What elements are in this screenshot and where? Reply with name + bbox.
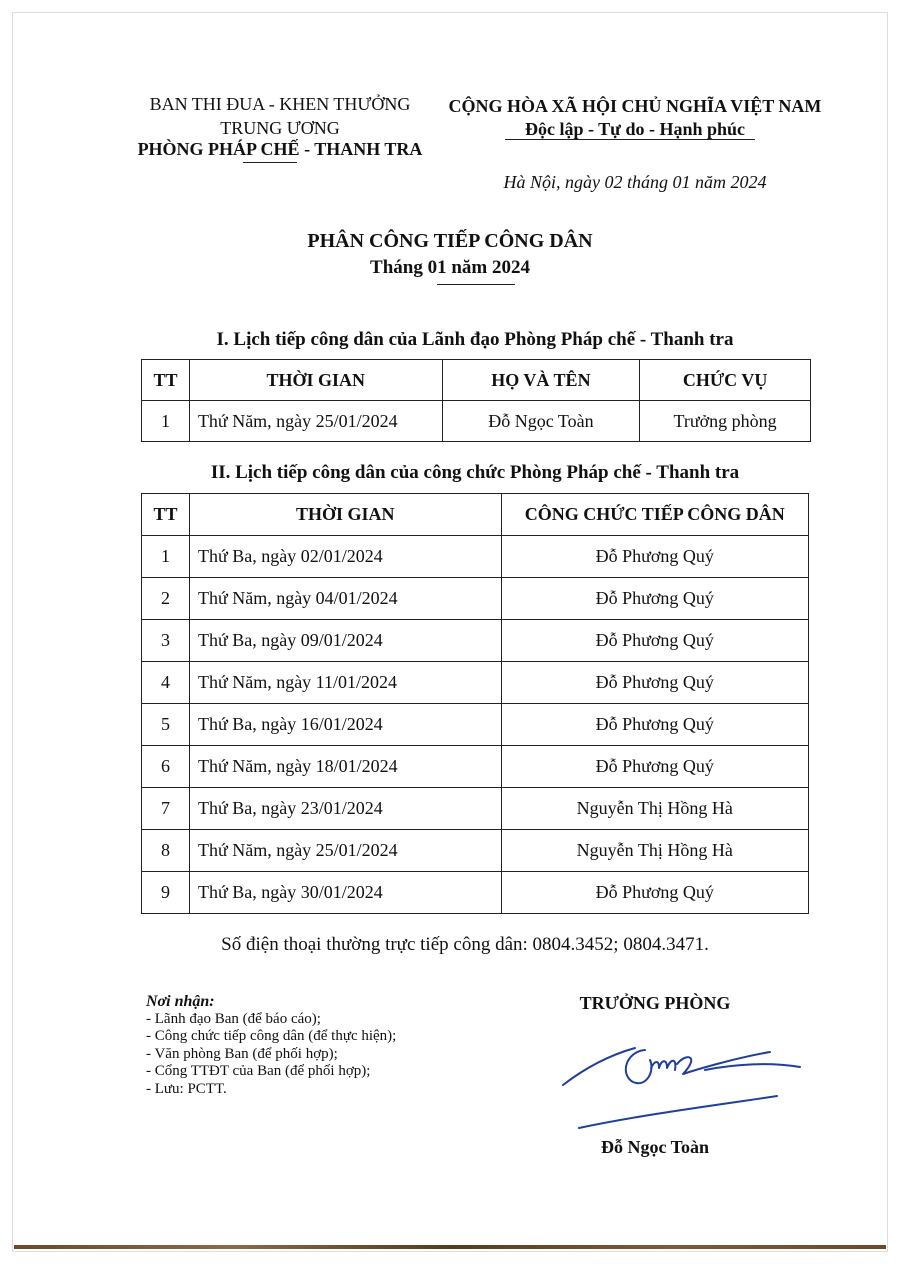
cell-officer: Đỗ Phương Quý <box>501 704 809 746</box>
signer-name: Đỗ Ngọc Toàn <box>600 1137 710 1157</box>
table-row <box>142 536 809 578</box>
signature-image <box>555 1030 815 1140</box>
national-title: CỘNG HÒA XÃ HỘI CHỦ NGHĨA VIỆT NAM <box>448 96 822 116</box>
table-row <box>142 830 809 872</box>
cell-officer: Đỗ Phương Quý <box>501 746 809 788</box>
cell-index: 5 <box>142 704 190 746</box>
cell-time: Thứ Năm, ngày 25/01/2024 <box>189 401 442 442</box>
recipient-item: - Văn phòng Ban (để phối hợp); <box>146 1045 338 1062</box>
section2-heading: II. Lịch tiếp công dân của công chức Phòng Pháp chế - Thanh tra <box>210 462 740 483</box>
table-row <box>142 746 809 788</box>
cell-time: Thứ Ba, ngày 30/01/2024 <box>189 872 501 914</box>
cell-index: 3 <box>142 620 190 662</box>
department-underline <box>243 162 297 163</box>
table-row <box>142 401 811 442</box>
agency-name-line2: TRUNG ƯƠNG <box>220 118 340 138</box>
recipient-item: - Công chức tiếp công dân (để thực hiện); <box>146 1028 397 1044</box>
cell-time: Thứ Năm, ngày 04/01/2024 <box>189 578 501 620</box>
cell-officer: Đỗ Phương Quý <box>501 620 809 662</box>
agency-name: BAN THI ĐUA - KHEN THƯỞNG <box>149 94 411 114</box>
signer-position: TRƯỞNG PHÒNG <box>579 993 731 1013</box>
cell-officer: Đỗ Phương Quý <box>501 578 809 620</box>
cell-index: 4 <box>142 662 190 704</box>
section1-heading: I. Lịch tiếp công dân của Lãnh đạo Phòng Pháp chế - Thanh tra <box>216 329 734 350</box>
cell-name: Đỗ Ngọc Toàn <box>442 401 640 442</box>
cell-position: Trưởng phòng <box>640 401 811 442</box>
cell-officer: Nguyễn Thị Hồng Hà <box>501 830 809 872</box>
recipients-block <box>146 993 396 1098</box>
document-subtitle: Tháng 01 năm 2024 <box>370 257 530 278</box>
cell-officer: Nguyễn Thị Hồng Hà <box>501 788 809 830</box>
column-header: THỜI GIAN <box>189 360 442 401</box>
cell-time: Thứ Ba, ngày 09/01/2024 <box>189 620 501 662</box>
column-header: CÔNG CHỨC TIẾP CÔNG DÂN <box>501 494 809 536</box>
bottom-edge-line <box>14 1245 886 1249</box>
cell-index: 6 <box>142 746 190 788</box>
cell-index: 9 <box>142 872 190 914</box>
cell-index: 1 <box>142 401 190 442</box>
cell-index: 8 <box>142 830 190 872</box>
document-title: PHÂN CÔNG TIẾP CÔNG DÂN <box>307 230 593 252</box>
cell-index: 2 <box>142 578 190 620</box>
title-underline <box>437 284 515 285</box>
recipients-heading: Nơi nhận: <box>146 993 215 1010</box>
table-header-row <box>142 494 809 536</box>
motto-underline <box>505 139 755 140</box>
recipient-item: - Cổng TTĐT của Ban (để phối hợp); <box>146 1063 371 1079</box>
signature-strokes <box>563 1048 800 1128</box>
table-row <box>142 620 809 662</box>
department-name: PHÒNG PHÁP CHẾ - THANH TRA <box>137 139 423 159</box>
column-header: TT <box>142 494 190 536</box>
column-header: CHỨC VỤ <box>640 360 811 401</box>
cell-officer: Đỗ Phương Quý <box>501 662 809 704</box>
cell-index: 1 <box>142 536 190 578</box>
leader-schedule-table <box>141 359 811 442</box>
cell-time: Thứ Năm, ngày 11/01/2024 <box>189 662 501 704</box>
document-date: Hà Nội, ngày 02 tháng 01 năm 2024 <box>503 172 767 192</box>
cell-time: Thứ Ba, ngày 02/01/2024 <box>189 536 501 578</box>
cell-officer: Đỗ Phương Quý <box>501 536 809 578</box>
table-header-row <box>142 360 811 401</box>
phone-note: Số điện thoại thường trực tiếp công dân: 0804.3452; 0804.3471. <box>221 934 709 955</box>
cell-time: Thứ Ba, ngày 16/01/2024 <box>189 704 501 746</box>
table-row <box>142 662 809 704</box>
recipient-item: - Lãnh đạo Ban (để báo cáo); <box>146 1010 321 1027</box>
table-row <box>142 872 809 914</box>
staff-schedule-table <box>141 493 809 914</box>
national-motto: Độc lập - Tự do - Hạnh phúc <box>524 119 746 139</box>
table-row <box>142 578 809 620</box>
table-row <box>142 788 809 830</box>
column-header: TT <box>142 360 190 401</box>
cell-time: Thứ Ba, ngày 23/01/2024 <box>189 788 501 830</box>
cell-time: Thứ Năm, ngày 25/01/2024 <box>189 830 501 872</box>
column-header: THỜI GIAN <box>189 494 501 536</box>
cell-officer: Đỗ Phương Quý <box>501 872 809 914</box>
cell-time: Thứ Năm, ngày 18/01/2024 <box>189 746 501 788</box>
table-row <box>142 704 809 746</box>
column-header: HỌ VÀ TÊN <box>442 360 640 401</box>
recipient-item: - Lưu: PCTT. <box>146 1080 227 1097</box>
cell-index: 7 <box>142 788 190 830</box>
